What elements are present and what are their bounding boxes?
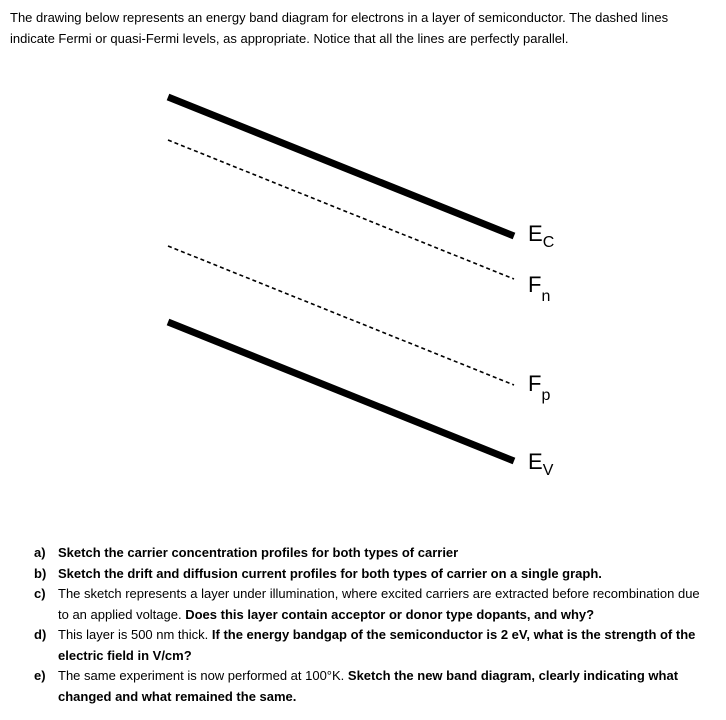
question-letter: a) xyxy=(34,545,46,560)
fn-label: $F_n$ xyxy=(528,272,551,305)
question-item xyxy=(34,564,704,585)
question-letter: c) xyxy=(34,586,46,601)
ev-label: $E_V$ xyxy=(528,449,554,479)
hole-quasi-fermi-line xyxy=(168,246,514,385)
electron-quasi-fermi-line xyxy=(168,140,514,279)
ec-label: $E_C$ xyxy=(528,221,555,251)
question-item xyxy=(34,666,704,707)
fp-label: $F_p$ xyxy=(528,371,551,404)
question-text: The sketch represents a layer under illumination, where excited carriers are extracted before recombination due to an applied voltage. xyxy=(58,586,700,622)
valence-band-line xyxy=(168,322,514,461)
question-letter: b) xyxy=(34,565,47,581)
question-emphasis: Sketch the drift and diffusion current profiles for both types of carrier on a single graph. xyxy=(58,565,602,581)
question-text: The same experiment is now performed at 100°K. xyxy=(58,668,348,683)
question-emphasis: Sketch the new band diagram, clearly indicating what changed and what remained the same. xyxy=(58,668,679,704)
question-item xyxy=(34,584,704,625)
question-list xyxy=(34,543,704,707)
question-emphasis: Sketch the carrier concentration profiles for both types of carrier xyxy=(58,545,459,560)
intro-paragraph: The drawing below represents an energy band diagram for electrons in a layer of semiconductor. The dashed lines indicate Fermi or quasi-Fermi levels, as appropriate. Notice that all the lines are perfectly parallel. xyxy=(10,10,669,46)
question-letter: e) xyxy=(34,668,46,683)
question-item xyxy=(34,543,704,564)
question-emphasis: If the energy bandgap of the semiconductor is 2 eV, what is the strength of the electric field in V/cm? xyxy=(58,627,696,663)
question-text: This layer is 500 nm thick. xyxy=(58,627,212,642)
question-emphasis: Does this layer contain acceptor or donor type dopants, and why? xyxy=(185,606,595,622)
question-item xyxy=(34,625,704,666)
question-letter: d) xyxy=(34,627,47,642)
conduction-band-line xyxy=(168,97,514,236)
